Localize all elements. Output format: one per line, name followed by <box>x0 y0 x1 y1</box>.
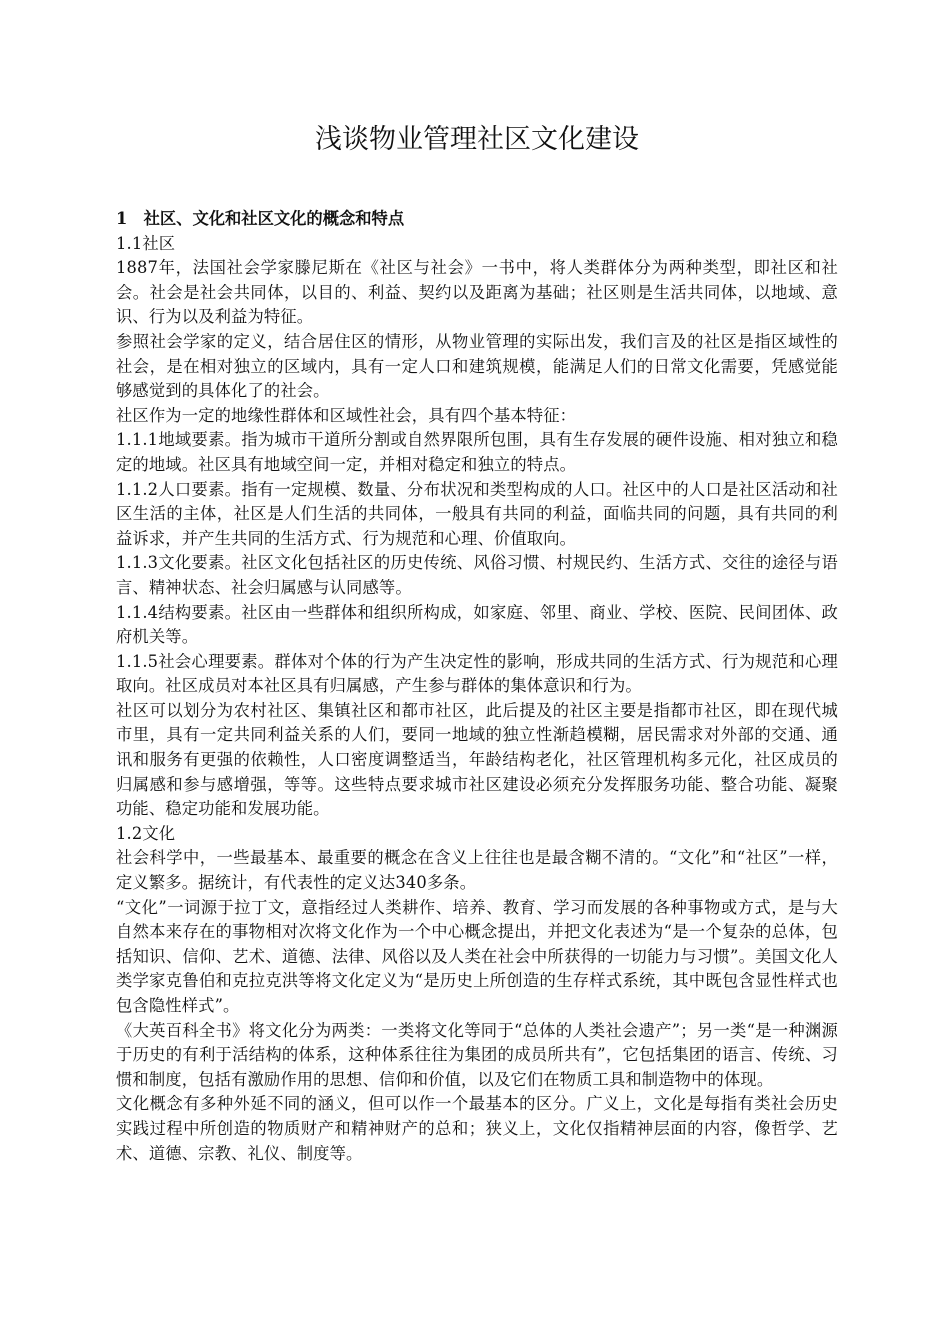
paragraph: 1.1.1地域要素。指为城市干道所分割或自然界限所包围，具有生存发展的硬件设施、相对独立和稳定的地域。社区具有地域空间一定，并相对稳定和独立的特点。 <box>116 430 838 474</box>
document-body <box>116 207 838 1166</box>
paragraph: 参照社会学家的定义，结合居住区的情形，从物业管理的实际出发，我们言及的社区是指区域性的社会，是在相对独立的区域内，具有一定人口和建筑规模，能满足人们的日常文化需要，凭感觉能够感觉到的具体化了的社会。 <box>116 331 838 401</box>
paragraph: 社区可以划分为农村社区、集镇社区和都市社区，此后提及的社区主要是指都市社区，即在现代城市里，具有一定共同利益关系的人们，要同一地域的独立性渐趋模糊，居民需求对外部的交通、通讯和服务有更强的依赖性，人口密度调整适当，年龄结构老化，社区管理机构多元化，社区成员的归属感和参与感增强，等等。这些特点要求城市社区建设必须充分发挥服务功能、整合功能、凝聚功能、稳定功能和发展功能。 <box>116 700 838 819</box>
paragraph: 1.1.2人口要素。指有一定规模、数量、分布状况和类型构成的人口。社区中的人口是社区活动和社区生活的主体，社区是人们生活的共同体，一般具有共同的利益，面临共同的问题，具有共同的利益诉求，并产生共同的生活方式、行为规范和心理、价值取向。 <box>116 479 838 548</box>
subsection-heading-1-2: 1.2文化 <box>116 823 176 843</box>
paragraph: 1.1.4结构要素。社区由一些群体和组织所构成，如家庭、邻里、商业、学校、医院、民间团体、政府机关等。 <box>116 602 838 647</box>
section-heading: 1 社区、文化和社区文化的概念和特点 <box>116 209 405 228</box>
paragraph: 社会科学中，一些最基本、最重要的概念在含义上往往也是最含糊不清的。“文化”和“社区”一样，定义繁多。据统计，有代表性的定义达340多条。 <box>116 848 838 893</box>
paragraph: 1.1.5社会心理要素。群体对个体的行为产生决定性的影响，形成共同的生活方式、行为规范和心理取向。社区成员对本社区具有归属感，产生参与群体的集体意识和行为。 <box>116 651 838 696</box>
paragraph: 社区作为一定的地缘性群体和区域性社会，具有四个基本特征： <box>116 405 577 425</box>
paragraph: 1.1.3文化要素。社区文化包括社区的历史传统、风俗习惯、村规民约、生活方式、交往的途径与语言、精神状态、社会归属感与认同感等。 <box>116 553 838 597</box>
paragraph: 1887年，法国社会学家滕尼斯在《社区与社会》一书中，将人类群体分为两种类型，即社区和社会。社会是社会共同体，以目的、利益、契约以及距离为基础；社区则是生活共同体，以地域、意识、行为以及利益为特征。 <box>116 258 838 327</box>
document-title: 浅谈物业管理社区文化建设 <box>315 124 639 155</box>
paragraph: 《大英百科全书》将文化分为两类：一类将文化等同于“总体的人类社会遗产”；另一类“是一种渊源于历史的有利于活结构的体系，这种体系往往为集团的成员所共有”，它包括集团的语言、传统、习惯和制度，包括有激励作用的思想、信仰和价值，以及它们在物质工具和制造物中的体现。 <box>116 1020 838 1089</box>
paragraph: 文化概念有多种外延不同的涵义，但可以作一个最基本的区分。广义上，文化是每指有类社会历史实践过程中所创造的物质财产和精神财产的总和；狭义上，文化仅指精神层面的内容，像哲学、艺术、道德、宗教、礼仪、制度等。 <box>116 1094 838 1163</box>
subsection-heading-1-1: 1.1社区 <box>116 233 176 253</box>
paragraph: “文化”一词源于拉丁文，意指经过人类耕作、培养、教育、学习而发展的各种事物或方式，是与大自然本来存在的事物相对次将文化作为一个中心概念提出，并把文化表述为“是一个复杂的总体，包括知识、信仰、艺术、道德、法律、风俗以及人类在社会中所获得的一切能力与习惯”。美国文化人类学家克鲁伯和克拉克洪等将文化定义为“是历史上所创造的生存样式系统，其中既包含显性样式也包含隐性样式”。 <box>116 897 838 1015</box>
